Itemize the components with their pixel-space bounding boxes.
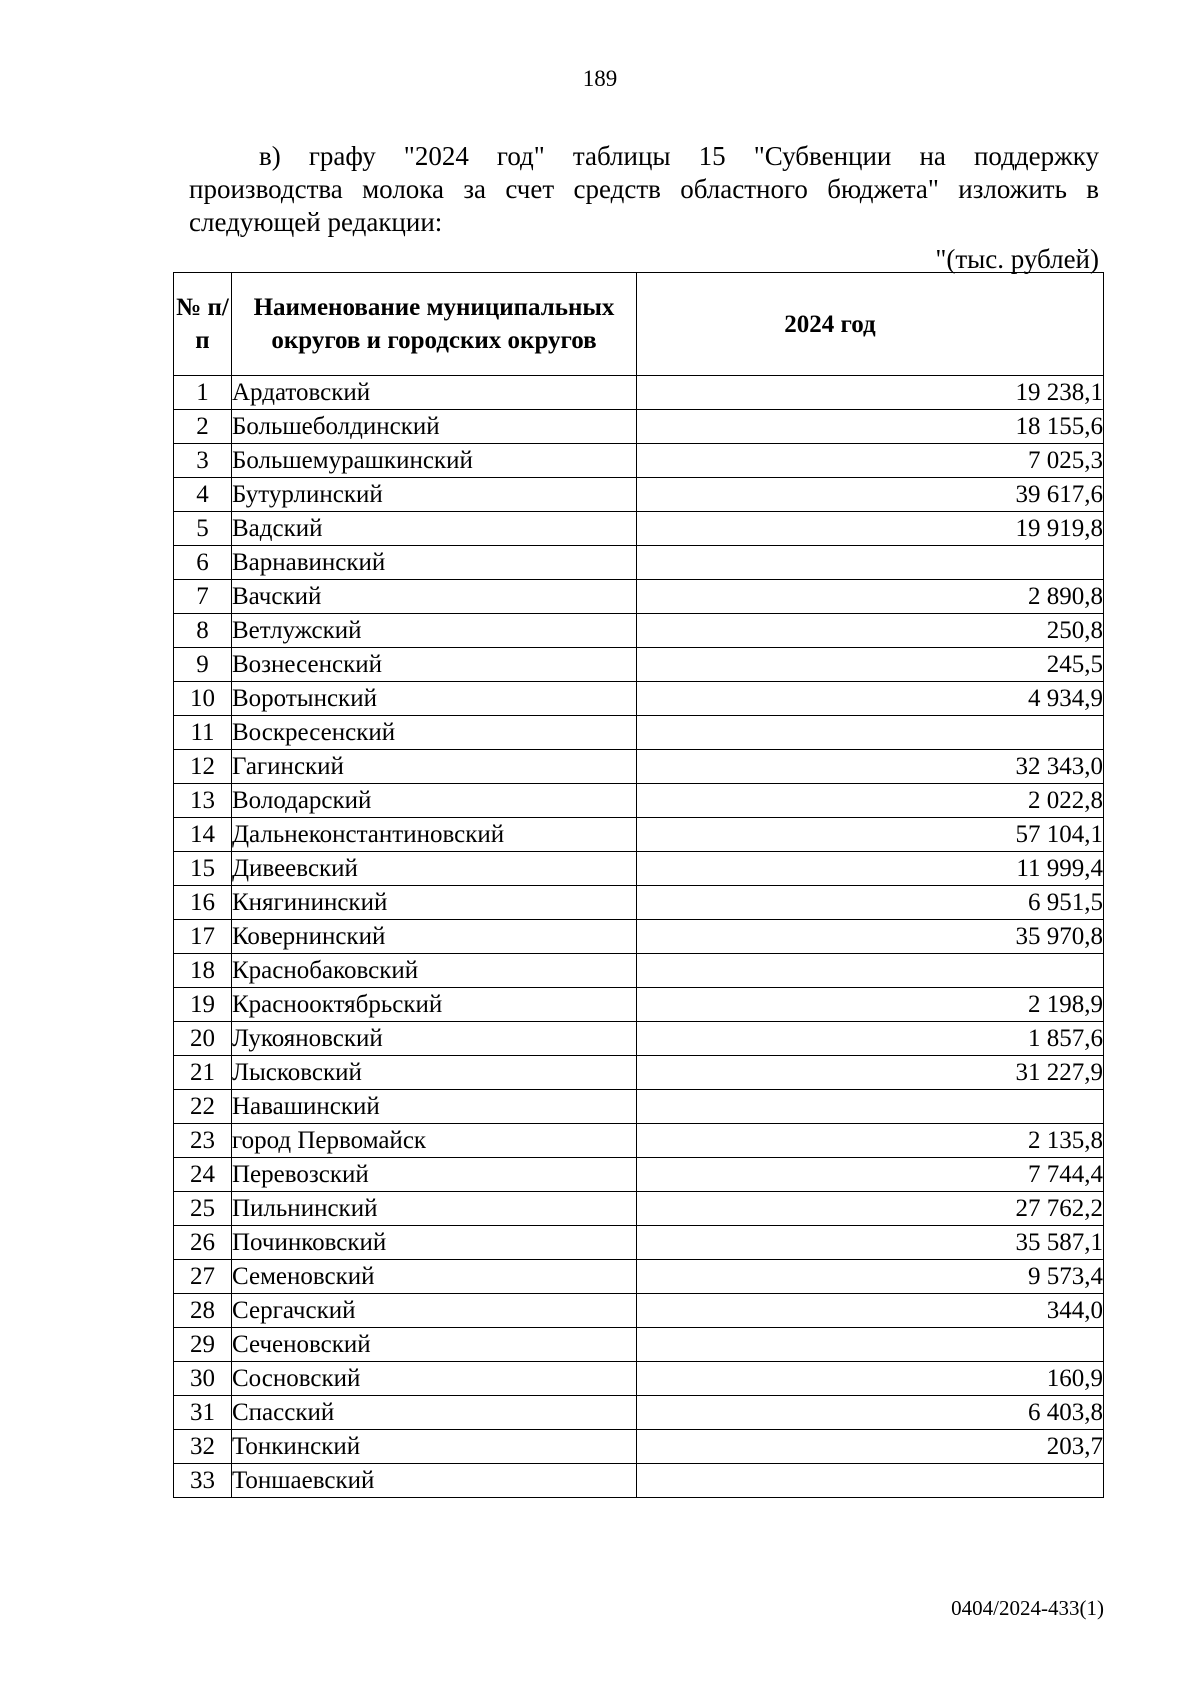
table-row	[174, 886, 1104, 920]
row-value-cell: 7 025,3	[637, 444, 1104, 478]
table-row	[174, 376, 1104, 410]
table-row	[174, 920, 1104, 954]
header-num: № п/п	[174, 273, 232, 376]
row-number-cell: 3	[174, 444, 232, 478]
row-value-cell: 4 934,9	[637, 682, 1104, 716]
row-name-cell: Починковский	[232, 1226, 637, 1260]
row-value-cell: 9 573,4	[637, 1260, 1104, 1294]
row-name-cell: Перевозский	[232, 1158, 637, 1192]
row-value-cell	[637, 546, 1104, 580]
row-number-cell: 29	[174, 1328, 232, 1362]
row-number-cell: 10	[174, 682, 232, 716]
row-name-cell: Большемурашкинский	[232, 444, 637, 478]
row-name-cell: Вознесенский	[232, 648, 637, 682]
row-number-cell: 7	[174, 580, 232, 614]
unit-label: "(тыс. рублей)	[935, 244, 1099, 274]
subsidy-table	[173, 272, 1104, 1498]
page-number: 189	[582, 66, 618, 91]
table-row	[174, 410, 1104, 444]
row-value-cell: 344,0	[637, 1294, 1104, 1328]
row-value-cell	[637, 954, 1104, 988]
table-row	[174, 1192, 1104, 1226]
table-row	[174, 1362, 1104, 1396]
row-value-cell: 2 890,8	[637, 580, 1104, 614]
row-name-cell: Спасский	[232, 1396, 637, 1430]
row-name-cell: Краснооктябрьский	[232, 988, 637, 1022]
row-name-cell: Вадский	[232, 512, 637, 546]
row-name-cell: Варнавинский	[232, 546, 637, 580]
row-name-cell: Дальнеконстантиновский	[232, 818, 637, 852]
row-value-cell: 250,8	[637, 614, 1104, 648]
row-name-cell: Пильнинский	[232, 1192, 637, 1226]
row-number-cell: 31	[174, 1396, 232, 1430]
row-value-cell	[637, 1328, 1104, 1362]
intro-line-1: в) графу "2024 год" таблицы 15 "Субвенции на поддержку	[259, 141, 1099, 171]
row-name-cell: Тонкинский	[232, 1430, 637, 1464]
table-row	[174, 1396, 1104, 1430]
table-header-row	[174, 273, 1104, 376]
row-number-cell: 11	[174, 716, 232, 750]
table-row	[174, 1294, 1104, 1328]
row-number-cell: 2	[174, 410, 232, 444]
row-value-cell: 11 999,4	[637, 852, 1104, 886]
table-row	[174, 512, 1104, 546]
row-name-cell: Сергачский	[232, 1294, 637, 1328]
intro-line-2: производства молока за счет средств областного бюджета" изложить в	[189, 174, 1099, 204]
row-number-cell: 17	[174, 920, 232, 954]
row-name-cell: Ветлужский	[232, 614, 637, 648]
row-name-cell: Навашинский	[232, 1090, 637, 1124]
row-name-cell: Воскресенский	[232, 716, 637, 750]
table-row	[174, 1022, 1104, 1056]
row-number-cell: 28	[174, 1294, 232, 1328]
table-row	[174, 852, 1104, 886]
row-value-cell: 6 403,8	[637, 1396, 1104, 1430]
row-name-cell: Сеченовский	[232, 1328, 637, 1362]
row-value-cell: 35 970,8	[637, 920, 1104, 954]
row-value-cell: 6 951,5	[637, 886, 1104, 920]
row-number-cell: 22	[174, 1090, 232, 1124]
row-name-cell: Сосновский	[232, 1362, 637, 1396]
header-year: 2024 год	[637, 273, 1104, 376]
row-value-cell: 31 227,9	[637, 1056, 1104, 1090]
row-name-cell: Вачский	[232, 580, 637, 614]
row-name-cell: Воротынский	[232, 682, 637, 716]
row-number-cell: 4	[174, 478, 232, 512]
row-number-cell: 15	[174, 852, 232, 886]
row-name-cell: Ардатовский	[232, 376, 637, 410]
row-value-cell: 19 919,8	[637, 512, 1104, 546]
row-number-cell: 33	[174, 1464, 232, 1498]
row-number-cell: 14	[174, 818, 232, 852]
row-number-cell: 6	[174, 546, 232, 580]
row-value-cell: 32 343,0	[637, 750, 1104, 784]
row-name-cell: Володарский	[232, 784, 637, 818]
row-name-cell: Ковернинский	[232, 920, 637, 954]
row-value-cell: 7 744,4	[637, 1158, 1104, 1192]
row-number-cell: 19	[174, 988, 232, 1022]
row-value-cell: 2 198,9	[637, 988, 1104, 1022]
row-number-cell: 21	[174, 1056, 232, 1090]
row-number-cell: 27	[174, 1260, 232, 1294]
row-number-cell: 18	[174, 954, 232, 988]
row-number-cell: 9	[174, 648, 232, 682]
row-name-cell: Тоншаевский	[232, 1464, 637, 1498]
row-number-cell: 24	[174, 1158, 232, 1192]
row-name-cell: Лысковский	[232, 1056, 637, 1090]
table-row	[174, 1124, 1104, 1158]
row-value-cell: 160,9	[637, 1362, 1104, 1396]
table-row	[174, 444, 1104, 478]
row-value-cell: 203,7	[637, 1430, 1104, 1464]
row-number-cell: 12	[174, 750, 232, 784]
table-row	[174, 1328, 1104, 1362]
table-body	[174, 376, 1104, 1498]
row-value-cell	[637, 1090, 1104, 1124]
row-value-cell: 2 135,8	[637, 1124, 1104, 1158]
row-value-cell: 27 762,2	[637, 1192, 1104, 1226]
row-number-cell: 20	[174, 1022, 232, 1056]
table-row	[174, 988, 1104, 1022]
row-value-cell	[637, 1464, 1104, 1498]
row-name-cell: Дивеевский	[232, 852, 637, 886]
table-row	[174, 954, 1104, 988]
row-value-cell: 39 617,6	[637, 478, 1104, 512]
table-row	[174, 1090, 1104, 1124]
table-row	[174, 614, 1104, 648]
intro-paragraph	[189, 140, 1099, 239]
row-name-cell: город Первомайск	[232, 1124, 637, 1158]
row-name-cell: Семеновский	[232, 1260, 637, 1294]
table-row	[174, 1430, 1104, 1464]
table-row	[174, 1464, 1104, 1498]
table-row	[174, 818, 1104, 852]
row-value-cell: 57 104,1	[637, 818, 1104, 852]
table-row	[174, 682, 1104, 716]
row-name-cell: Лукояновский	[232, 1022, 637, 1056]
row-number-cell: 23	[174, 1124, 232, 1158]
row-value-cell: 35 587,1	[637, 1226, 1104, 1260]
row-number-cell: 16	[174, 886, 232, 920]
table-row	[174, 546, 1104, 580]
row-value-cell: 19 238,1	[637, 376, 1104, 410]
table-row	[174, 1056, 1104, 1090]
row-number-cell: 26	[174, 1226, 232, 1260]
row-number-cell: 32	[174, 1430, 232, 1464]
table-row	[174, 648, 1104, 682]
row-number-cell: 25	[174, 1192, 232, 1226]
row-number-cell: 8	[174, 614, 232, 648]
row-name-cell: Гагинский	[232, 750, 637, 784]
table-row	[174, 1158, 1104, 1192]
row-name-cell: Большеболдинский	[232, 410, 637, 444]
table-row	[174, 716, 1104, 750]
row-number-cell: 30	[174, 1362, 232, 1396]
row-value-cell: 2 022,8	[637, 784, 1104, 818]
table-row	[174, 1226, 1104, 1260]
row-number-cell: 1	[174, 376, 232, 410]
row-name-cell: Краснобаковский	[232, 954, 637, 988]
row-value-cell	[637, 716, 1104, 750]
table-row	[174, 478, 1104, 512]
document-code: 0404/2024-433(1)	[951, 1596, 1104, 1620]
row-name-cell: Бутурлинский	[232, 478, 637, 512]
header-name: Наименование муниципальных округов и городских округов	[232, 273, 637, 376]
row-number-cell: 13	[174, 784, 232, 818]
table-row	[174, 1260, 1104, 1294]
table-row	[174, 750, 1104, 784]
row-value-cell: 245,5	[637, 648, 1104, 682]
row-name-cell: Княгининский	[232, 886, 637, 920]
intro-line-3: следующей редакции:	[189, 207, 443, 237]
row-value-cell: 18 155,6	[637, 410, 1104, 444]
table-row	[174, 784, 1104, 818]
row-number-cell: 5	[174, 512, 232, 546]
row-value-cell: 1 857,6	[637, 1022, 1104, 1056]
table-row	[174, 580, 1104, 614]
